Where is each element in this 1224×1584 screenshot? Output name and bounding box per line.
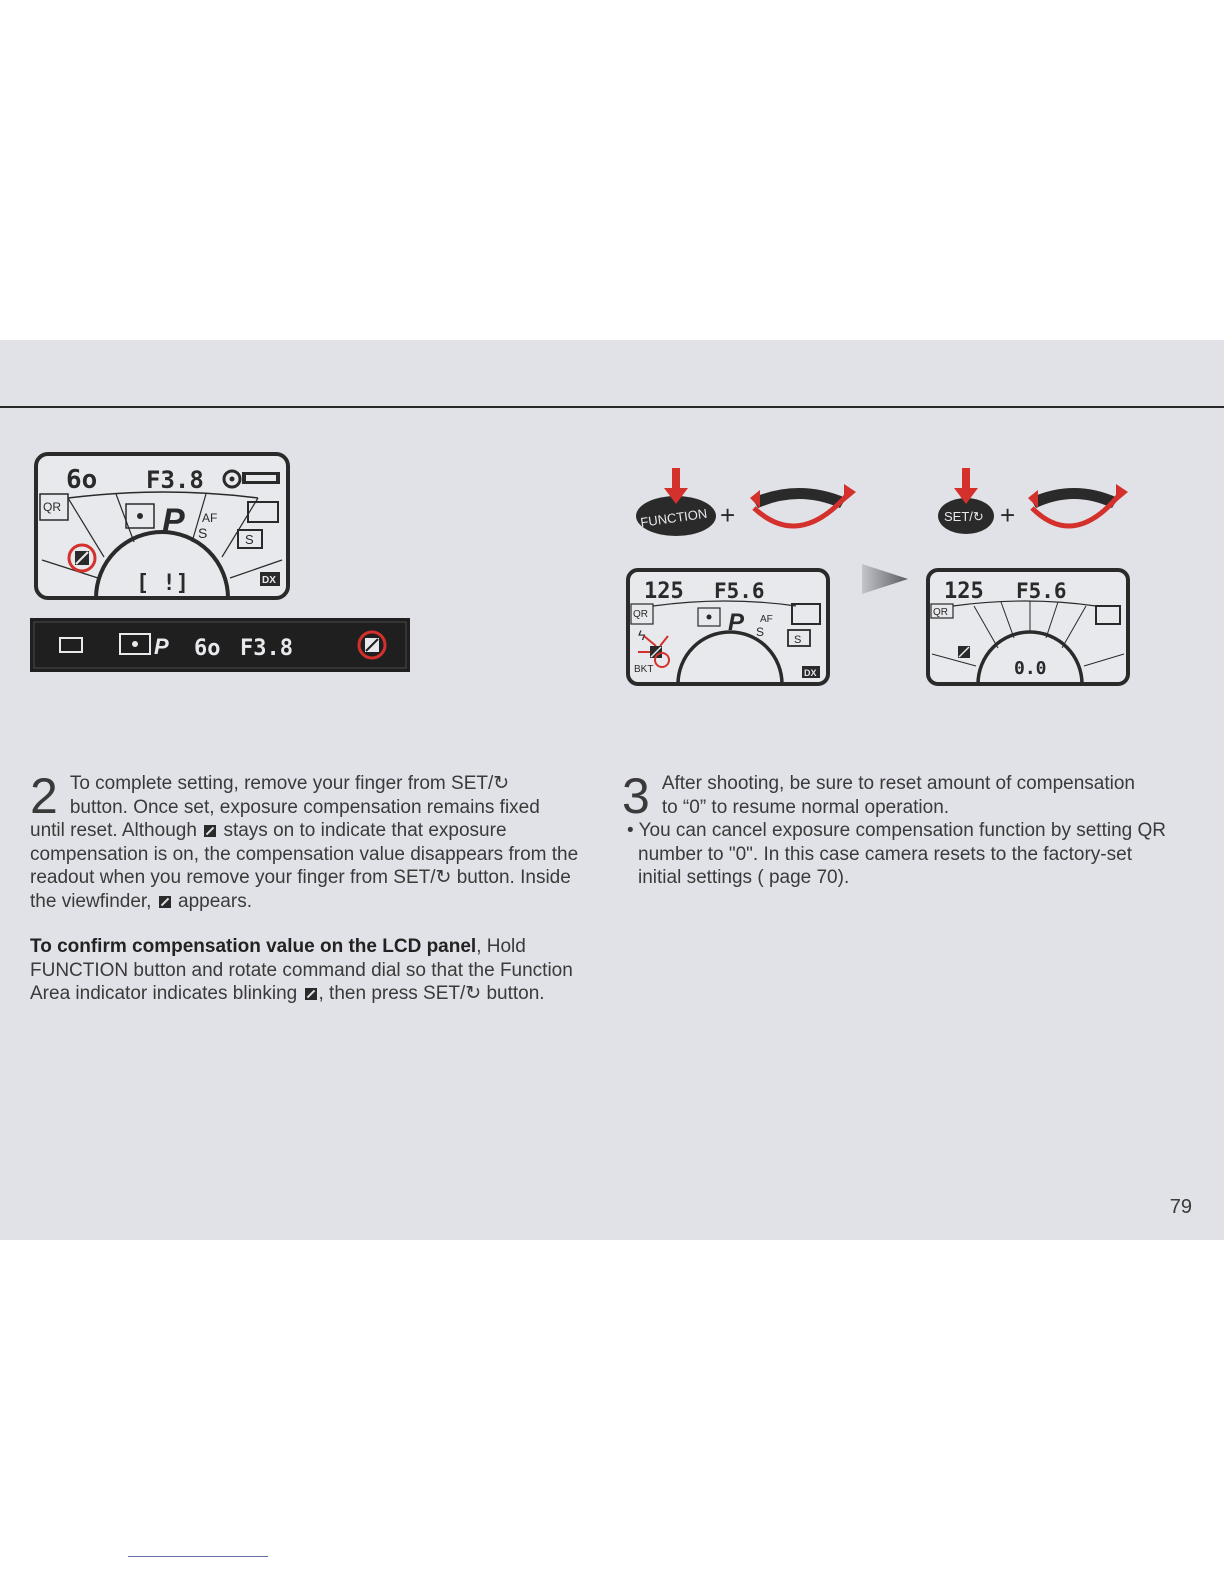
lcd-af: AF <box>202 511 218 525</box>
confirm-text-b: , then press SET/↻ button. <box>318 983 545 1004</box>
command-dial-icon <box>1028 484 1128 526</box>
lcd-panel-step3-before <box>626 568 830 686</box>
viewfinder-shutter: 6o <box>194 636 221 661</box>
step-2-line2: button. Once set, exposure compensation remains fixed <box>69 796 540 818</box>
lcd-shutter: 125 <box>944 579 984 604</box>
exposure-compensation-icon <box>958 646 970 658</box>
lcd-shutter: 125 <box>644 579 684 604</box>
lcd-bracket: [ !] <box>136 571 189 596</box>
exposure-compensation-icon <box>204 825 216 837</box>
viewfinder-mode: P <box>154 634 169 659</box>
lcd-mode: P <box>162 502 185 540</box>
lcd-panel-main <box>34 452 290 600</box>
metering-icon <box>137 513 143 519</box>
lcd-value: 0.0 <box>1014 658 1047 679</box>
lcd-aperture: F5.6 <box>1016 579 1067 603</box>
lcd-s-box: S <box>794 634 802 646</box>
plus-sign-1: + <box>720 500 736 530</box>
step-3-line2: to “0” to resume normal operation. <box>661 796 950 818</box>
command-dial-icon <box>750 484 856 526</box>
battery-icon <box>242 472 280 484</box>
function-button-label: FUNCTION <box>639 505 709 530</box>
step-2-body-b: stays on to indicate that exposure compensation is on, the compensation value disappears from the readout when you remove your finger from SET/↻ button. Inside the viewfinder, <box>30 820 579 912</box>
page-number: 79 <box>1169 1196 1192 1218</box>
lcd-dx: DX <box>804 668 817 678</box>
step-2 <box>30 768 580 1006</box>
lcd-panel-step3-after <box>926 568 1130 686</box>
set-button-label: SET/↻ <box>944 509 984 524</box>
function-dial-diagram <box>634 464 864 544</box>
lcd-flash: ϟ <box>638 627 646 643</box>
lcd-qr: QR <box>43 500 61 514</box>
arrow-right-icon <box>862 564 908 594</box>
step-2-confirm <box>30 935 580 1006</box>
confirm-heading: To confirm compensation value on the LCD panel <box>30 936 477 957</box>
set-dial-diagram <box>934 464 1134 544</box>
top-rule <box>0 406 1224 408</box>
step-3-line1: After shooting, be sure to reset amount of compensation <box>661 773 1135 794</box>
step-2-body-c: appears. <box>178 890 252 912</box>
manual-page <box>0 340 1224 1240</box>
step-2-number: 2 <box>30 768 58 824</box>
lcd-qr: QR <box>633 609 648 620</box>
plus-sign-2: + <box>1000 500 1016 530</box>
lcd-qr: QR <box>933 607 948 618</box>
lcd-bkt: BKT <box>634 664 654 675</box>
step-3-bullet: • You can cancel exposure compensation function by setting QR number to "0". In this case camera resets to the factory-set initial settings ( page 70). <box>627 820 1166 888</box>
confirm-text-a: , Hold FUNCTION button and rotate command dial so that the Function Area indicator indicates blinking <box>30 936 573 1004</box>
footer-rule <box>128 1556 268 1557</box>
lcd-mode: P <box>728 609 745 636</box>
lcd-af: AF <box>760 614 773 625</box>
step-3 <box>622 768 1167 890</box>
viewfinder-bar <box>30 618 410 672</box>
step-2-body <box>30 819 580 913</box>
exposure-compensation-icon <box>305 988 317 1000</box>
step-3-number: 3 <box>622 768 650 824</box>
step-2-line1: To complete setting, remove your finger from SET/↻ <box>69 773 510 794</box>
step-2-body-a: until reset. Although <box>30 820 197 841</box>
lcd-s: S <box>198 525 208 541</box>
lcd-s: S <box>756 625 765 639</box>
lcd-dx: DX <box>262 575 276 586</box>
lcd-aperture: F3.8 <box>146 466 204 494</box>
lcd-s-box: S <box>245 532 254 547</box>
down-arrow-icon <box>954 468 978 504</box>
lcd-shutter: 6o <box>66 465 98 495</box>
exposure-compensation-icon <box>159 896 171 908</box>
lcd-aperture: F5.6 <box>714 579 765 603</box>
viewfinder-aperture: F3.8 <box>240 636 293 661</box>
